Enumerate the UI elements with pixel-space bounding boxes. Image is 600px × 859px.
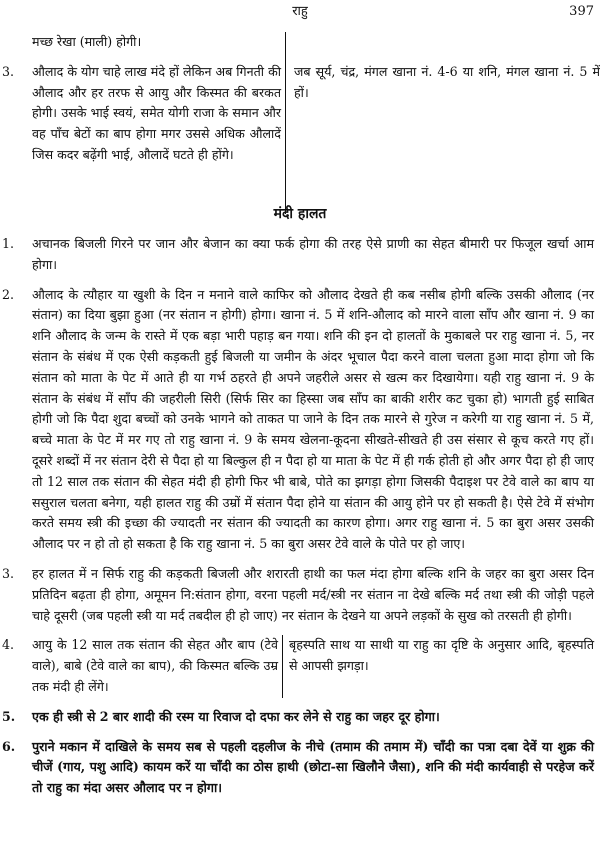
section-heading: मंदी हालत [273, 206, 327, 222]
condition-text: जब सूर्य, चंद्र, मंगल खाना नं. 4-6 या शनि, मंगल खाना नं. 5 में हों। [294, 64, 600, 100]
item-number: 4. [2, 637, 15, 653]
list-item [0, 285, 594, 555]
list-item-remedy [0, 737, 594, 799]
item-text: अचानक बिजली गिरने पर जान और बेजान का क्या फर्क होगा की तरह ऐसे प्राणी का सेहत बीमारी पर फिजूल खर्चा आम होगा। [32, 236, 594, 272]
top-table-left-column [0, 32, 286, 214]
item-list [0, 234, 594, 808]
item4-condition-text: बृहस्पति साथ या साथी या राहु का दृष्टि के अनुसार आदि, बृहस्पति से आपसी झगड़ा। [289, 637, 594, 674]
list-item [0, 564, 594, 626]
top-table-right-column [286, 32, 600, 214]
list-item-table [0, 635, 594, 697]
item4-effect-text: आयु के 12 साल तक संतान की सेहत और बाप (टेवे वाले), बाबे (टेवे वाले का बाप), की किस्मत बल्कि उम्र तक मंदी ही लेंगे। [32, 635, 283, 697]
continuation-text: मच्छ रेखा (माली) होगी। [32, 34, 142, 49]
page-header [0, 2, 600, 24]
item-text: हर हालत में न सिर्फ राहु की कड़कती बिजली और शरारती हाथी का फल मंदा होगा बल्कि शनि के जहर का बुरा असर दिन प्रतिदिन बढ़ता ही होगा, अमूमन नि:संतान होगा, वरना पहली मर्द/स्त्री नर संतान ना देखे बल्कि मर्द तथा स्त्री की जोड़ी पहले चाहे दूसरी (जब पहली स्त्री या मर्द तबदील ही हो जाए) नर संतान के देखने या अपने लड़कों के सुख को तरसती ही होगी। [32, 565, 594, 623]
item-number: 2. [2, 286, 15, 302]
top-table [0, 32, 600, 214]
item-number: 6. [2, 738, 16, 754]
item-number: 5. [2, 708, 16, 724]
item-text: पुराने मकान में दाखिले के समय सब से पहली दहलीज के नीचे (तमाम की तमाम में) चाँदी का पत्रा दबा देवें या शुक्र की चीजें (गाय, पशु आदि) कायम करें या चाँदी का ठोस हाथी (छोटा-सा खिलौने जैसा), शनि की मंदी कार्यवाही से परहेज करें तो राहु का मंदा असर औलाद पर न होगा। [32, 738, 594, 796]
effect-text: औलाद के योग चाहे लाख मंदे हों लेकिन अब गिनती की औलाद और हर तरफ से आयु और किस्मत की बरकत होगी। उसके भाई स्वयं, समेत योगी राजा के समान और वह पाँच बेटों का बाप होगा मगर उससे अधिक औलादें जिस कदर बढ़ेंगी भाई, औलादें घटते ही होंगे। [32, 63, 281, 162]
running-title: राहु [292, 4, 308, 19]
list-item [0, 234, 594, 276]
item-text: औलाद के त्यौहार या खुशी के दिन न मनाने वाले काफिर को औलाद देखते ही कब नसीब होगी बल्कि उसकी औलाद (नर संतान) का दिया बुझा हुआ (नर संतान न होगी) होगा। खाना नं. 5 में शनि-औलाद को मारने वाला साँप और खाना नं. 9 का शनि औलाद के जन्म के रास्ते में एक बड़ा भारी पहाड़ बन गया। शनि की इन दो हालतों के मुकाबले पर राहु खाना नं. 5, नर संतान के संबंध में एक ऐसी कड़कती हुई बिजली या जमीन के अंदर भूचाल पैदा करने वाला चलता हुआ मादा होगा जो कि संतान को माता के पेट में आते ही या गर्भ ठहरते ही अपने जहरीले असर से खत्म कर दिखायेगा। यही राहु खाना नं. 9 के संतान के संबंध में साँप की जहरीली सिरी (सिर्फ सिर का हिस्सा जब साँप का बाकी शरीर कट चुका हो) भागती हुई साबित होगी जो कि पैदा शुदा बच्चों को उनके भागने को ताकत पा जाने के दिन तक मारने से गुरेज न करेगी या राहु खाना नं. 5 में, बच्चे माता के पेट में मर गए तो राहु खाना नं. 9 के समय खेलना-कूदना सीखते-सीखते ही उस संसार से कूच करते गए हों। दूसरे शब्दों में नर संतान देरी से पैदा हो या बिल्कुल ही न पैदा हो या माता के पेट में ही गर्क होती हो और अगर पैदा हो ही जाए तो 12 साल तक संतान की सेहत मंदी ही होगी फिर भी बाबे, पोते का झगड़ा होगा जिसकी पैदाइश पर टेवे वाले का बाप या ससुराल चलता बनेगा, यही हालत राहु की उम्रों में संतान पैदा होने या संतान की आयु होने पर हो सकती है। ऐसे टेवे में संभोग करते समय स्त्री की इच्छा की ज्यादती नर संतान की ज्यादती का कारण होगा। अगर राहु खाना नं. 5 का बुरा असर उसकी औलाद पर न हो तो हो सकता है कि राहु खाना नं. 5 का बुरा असर टेवे वाले के पोते पर हो जाए। [32, 286, 594, 552]
item-text: एक ही स्त्री से 2 बार शादी की रस्म या रिवाज दो दफा कर लेने से राहु का जहर दूर होगा। [32, 708, 440, 724]
list-item-remedy [0, 707, 594, 728]
item-number: 3. [2, 565, 15, 581]
item-number: 1. [2, 236, 15, 251]
page-number: 397 [569, 4, 594, 19]
item-number: 3. [2, 63, 15, 79]
